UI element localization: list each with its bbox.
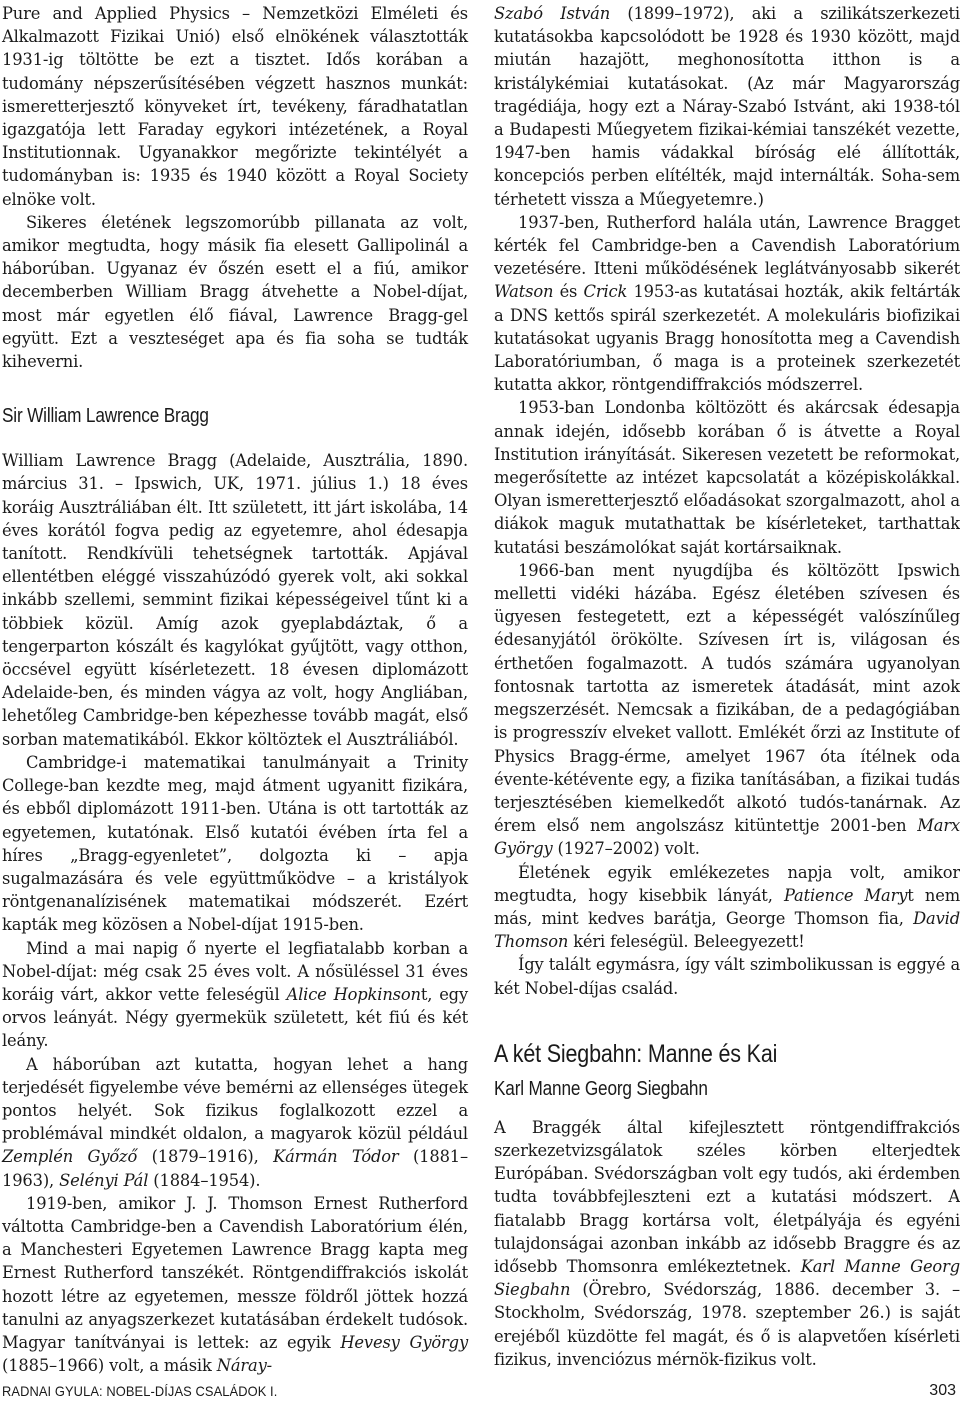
person-name: Marx György	[494, 816, 960, 859]
paragraph: 1919-ben, amikor J. J. Thomson Ernest Rutherford váltotta Cambridge-ben a Cavendish Laboratórium élén, a Manchesteri Egyetemen Lawrence Bragg kapta meg Ernest Rutherford tanszékét. Röntgendiffrakciós iskolát hozott létre az egyetemen, messze földről jöttek hozzá tanulni az anyagszerkezet kutatásában érdekelt tudósok. Magyar tanítványai is lettek: az egyik Hevesy György (1885–1966) volt, a másik Náray-	[2, 1193, 468, 1376]
paragraph: Így talált egymásra, így vált szimbolikussan is eggyé a két Nobel-díjas család.	[494, 955, 960, 998]
person-name: Watson	[494, 282, 554, 302]
paragraph: Mind a mai napig ő nyerte el legfiatalabb korban a Nobel-díjat: még csak 25 éves volt. A nősüléssel 31 éves koráig várt, akkor vette feleségül Alice Hopkinsont, egy orvos leányát. Négy gyermekük született, két fiú és két leány.	[2, 938, 469, 1051]
section-heading-bragg: Sir William Lawrence Bragg	[2, 405, 209, 428]
paragraph: Pure and Applied Physics – Nemzetközi Elméleti és Alkalmazott Fizikai Unió) első elnökének választották 1931-ig töltötte be ezt a tisztet. Idős korában a tudomány népszerűsítésében végzett hasznos munkát: ismeretterjesztő könyveket írt, tevékeny, fáradhatatlan igazgatója lett Faraday egykori intézetének, a Royal Institutionnak. Ugyanakkor megőrizte tekintélyét a tudományban is: 1935 és 1940 között a Royal Society elnöke volt.	[2, 4, 468, 209]
page-footer	[2, 1380, 956, 1402]
paragraph: Életének egyik emlékezetes napja volt, amikor megtudta, hogy kisebbik lányát, Patience Maryt nem más, mint kedves barátja, George Thomson fia, David Thomson kéri feleségül. Beleegyezett!	[494, 862, 960, 952]
person-name: Karl Manne Georg Siegbahn	[494, 1256, 960, 1300]
paragraph: A háborúban azt kutatta, hogyan lehet a hang terjedését figyelembe véve bemérni az ellenséges ütegek pontos helyét. Sok fizikus foglalkozott ezzel a problémával mindkét oldalon, a magyarok közül például Zemplén Győző (1879–1916), Kármán Tódor (1881–1963), Selényi Pál (1884–1954).	[2, 1054, 469, 1190]
person-name: Kármán Tódor	[273, 1147, 399, 1167]
person-name: David Thomson	[494, 908, 960, 952]
section-heading-siegbahn: A két Siegbahn: Manne és Kai	[494, 1039, 778, 1068]
paragraph: Sikeres életének legszomorúbb pillanata az volt, amikor megtudta, hogy másik fia elesett Gallipolinál a háborúban. Ugyanaz év őszén esett el a fiú, amikor decemberben William Bragg átvehette a Nobel-díjat, most már egyetlen élő fiával, Lawrence Bragg-gel együtt. Ezt a veszteséget apa és fia soha se tudták kiheverni.	[2, 212, 468, 372]
paragraph: William Lawrence Bragg (Adelaide, Ausztrália, 1890. március 31. – Ipswich, UK, 1971. július 1.) 18 éves koráig Ausztráliában élt. Itt született, itt járt iskolába, 14 éves korától fogva pedig az egyetemre, ahol édesapja tanított. Rendkívüli tehetségnek tartották. Apjával ellentétben eléggé visszahúzódó gyerek volt, aki sokkal inkább szellemi, semmint fizikai képességeivel tűnt ki a többiek közül. Amíg azok gyeplabdáztak, ő a tengerparton kószált és kagylókat gyűjtött, vagy otthon, öccsével együtt kísérletezett. 18 évesen diplomázott Adelaide-ben, és minden vágya az volt, hogy Angliában, lehetőleg Cambridge-ben képezhesse tovább magát, első sorban matematikából. Ekkor költöztek el Ausztráliából.	[2, 451, 468, 749]
page-number: 303	[929, 1382, 956, 1399]
paragraph: Cambridge-i matematikai tanulmányait a Trinity College-ban kezdte meg, majd átment ugyanitt fizikára, és ebből diplomázott 1911-ben. Utána is ott tartották az egyetemen, kutatónak. Első kutatói évében írta fel a híres „Bragg-egyenletet”, dolgozta ki – apja sugalmazására és vele együttműködve – a kristályok röntgenanalízisének matematikai módszerét. Ezért kapták meg közösen a Nobel-díjat 1915-ben.	[2, 752, 468, 935]
subsection-heading-manne: Karl Manne Georg Siegbahn	[494, 1077, 708, 1100]
person-name: Szabó István	[494, 4, 611, 23]
paragraph: A Braggék által kifejlesztett röntgendiffrakciós szerkezetvizsgálatok széles körben elterjedtek Európában. Svédországban volt egy tudós, aki érdemben tudta továbbfejleszteni ezt a kutatási módszert. A fiatalabb Bragg kortársa volt, életpályája és egyéni tulajdonságai azonban inkább az idősebb Braggre és az idősebb Thomsonra emlékeztetnek. Karl Manne Georg Siegbahn (Örebro, Svédország, 1886. december 3. – Stockholm, Svédország, 1978. szeptember 26.) is saját erejéből küzdötte fel magát, és ő is alapvetően kísérleti fizikus, invenciózus mérnök-fizikus volt.	[494, 1117, 960, 1369]
paragraph: 1953-ban Londonba költözött és akárcsak édesapja annak idején, idősebb korában ő is átvette a Royal Institution irányítását. Sikeresen vezetett be reformokat, megerősítette az intézet kapcsolatát a középiskolákkal. Olyan ismeretterjesztő előadásokat szorgalmazott, ahol a diákok maguk mutathattak be kísérleteket, tarthattak kutatási beszámolókat saját kortársaiknak.	[494, 398, 960, 557]
person-name: Patience Mary	[783, 885, 908, 905]
person-name: Hevesy György	[340, 1332, 468, 1352]
right-column	[494, 2, 960, 1371]
person-name: Alice Hopkinson	[286, 984, 421, 1004]
person-name: Crick	[583, 282, 628, 302]
running-title: RADNAI GYULA: NOBEL-DÍJAS CSALÁDOK I.	[2, 1383, 278, 1399]
person-name: Náray-	[216, 1356, 272, 1376]
left-column	[2, 2, 468, 1377]
person-name: Zemplén Győző	[2, 1147, 138, 1167]
paragraph: 1937-ben, Rutherford halála után, Lawrence Bragget kérték fel Cambridge-ben a Cavendish Laboratórium vezetésére. Itteni működésének leglátványosabb sikerét Watson és Crick 1953-as kutatásai hozták, akik feltárták a DNS kettős spirál szerkezetét. A molekuláris biofizikai kutatásokat ugyanis Bragg honosította meg a Cavendish Laboratóriumban, ő maga is a proteinek szerkezetét kutatta akkor, röntgendiffrakciós módszerrel.	[494, 212, 960, 395]
person-name: Selényi Pál	[59, 1170, 149, 1190]
paragraph: Szabó István (1899–1972), aki a szilikátszerkezeti kutatásokba kapcsolódott be 1928 és 1930 között, majd miután hazajött, meghonosította itthon is a kristálykémiai kutatásokat. (Az már Magyarország tragédiája, hogy ezt a Náray-Szabó Istvánt, aki 1938-tól a Budapesti Műegyetem fizikai-kémiai tanszékét vezette, 1947-ben hamis vádakkal bíróság elé állították, koncepciós perben elítélték, majd internálták. Soha-sem térhetett vissza a Műegyetemre.)	[494, 4, 960, 209]
paragraph: 1966-ban ment nyugdíjba és költözött Ipswich melletti vidéki házába. Egész életében szívesen és ügyesen festegetett, ezt a képességét valószínűleg édesanyjától örökölte. Szívesen írt is, világosan és érthetően fogalmazott. A tudós számára ugyanolyan fontosnak tartotta az ismeretek átadását, mint azok megszerzését. Nemcsak a fizikában, de a pedagógiában is progresszív elveket vallott. Emlékét őrzi az Institute of Physics Bragg-érme, amelyet 1967 óta ítélnek oda évente-kétévente egy, a fizika tanításában, a fizikai tudás terjesztésében kiemelkedőt alkotó tudós-tanárnak. Az érem első nem angolszász kitüntettje 2001-ben Marx György (1927–2002) volt.	[494, 560, 960, 859]
